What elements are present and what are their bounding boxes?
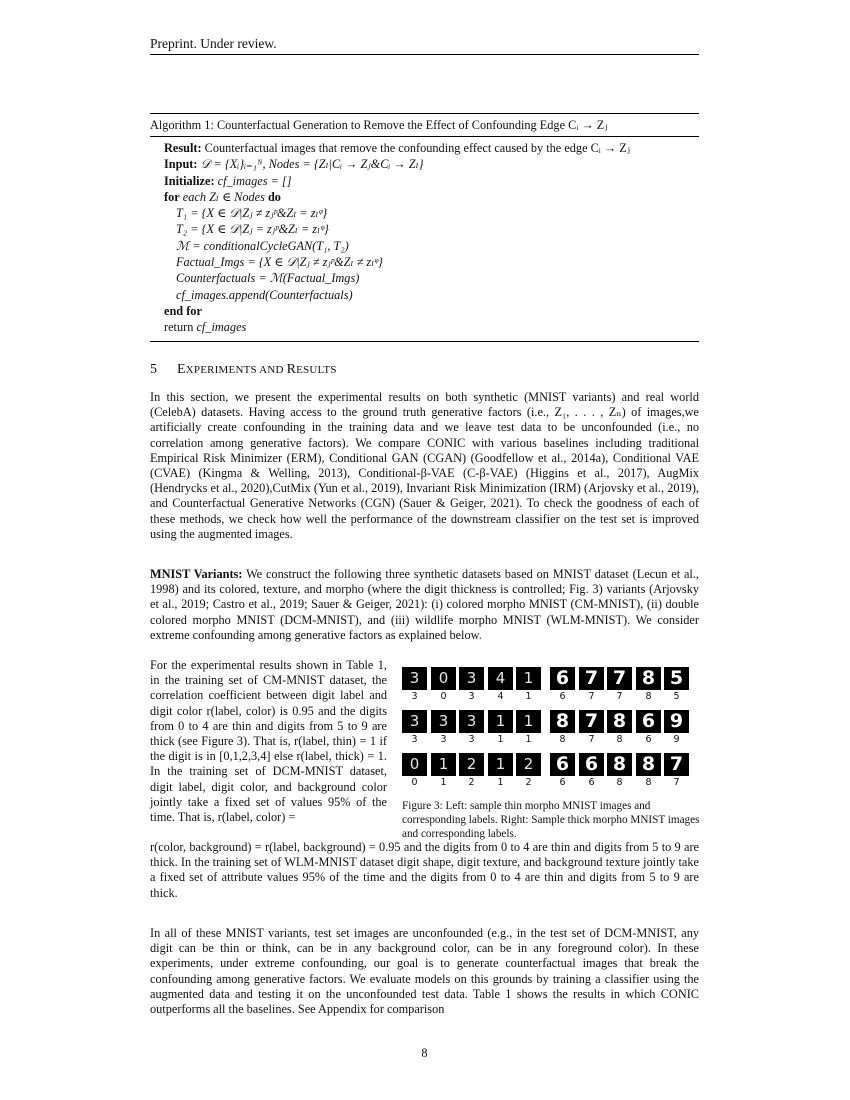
digit-label: 3	[468, 691, 475, 702]
algorithm-result-line	[164, 140, 699, 156]
paragraph-wrap-text: For the experimental results shown in Table 1, in the training set of CM-MNIST dataset, the correlation coefficient between digit label and digit color r(label, color) is 0.95 and the digits from 0 to 4 are thin and digits from 5 to 9 are thick (see Figure 3). That is, r(label, thin) = 1 if the digit is in [0,1,2,3,4] else r(label, thick) = 1. In the training set of DCM-MNIST dataset, digit label, digit color, and background color jointly take a fixed set of values 95% of the time. That is, r(label, color) =	[150, 658, 387, 825]
end-for-keyword: end for	[164, 303, 202, 318]
thick-digit-image: 9	[664, 710, 689, 733]
digit-label: 1	[497, 777, 504, 788]
section-title-part-1: XPERIMENTS AND	[185, 364, 287, 376]
algorithm-line-6: cf_images.append(Counterfactuals)	[176, 287, 353, 302]
thick-digit-image: 8	[636, 667, 661, 690]
algorithm-init-line	[164, 173, 699, 189]
thin-digit-image: 3	[459, 667, 484, 690]
thin-digit-image: 3	[459, 710, 484, 733]
thick-digit-image: 5	[664, 667, 689, 690]
thick-digit-image: 6	[550, 753, 575, 776]
algorithm-line-2: T₂ = {X ∈ 𝒟|Zⱼ = zⱼᵖ&Zₗ = zₗᵠ}	[176, 222, 329, 237]
digit-label: 3	[440, 734, 447, 745]
algorithm-line-3: ℳ = conditionalCycleGAN(T₁, T₂)	[176, 238, 349, 253]
digit-label: 3	[411, 691, 418, 702]
init-text: cf_images = []	[217, 173, 292, 188]
init-label: Initialize:	[164, 173, 215, 188]
digit-label: 7	[616, 691, 623, 702]
digit-label: 0	[440, 691, 447, 702]
thin-digit-image: 3	[431, 710, 456, 733]
input-label: Input:	[164, 157, 198, 172]
digit-label: 7	[588, 691, 595, 702]
digit-label: 0	[411, 777, 418, 788]
thin-digit-image: 0	[402, 753, 427, 776]
algorithm-line-4: Factual_Imgs = {X ∈ 𝒟|Zⱼ ≠ zⱼᵖ&Zₗ ≠ zₗᵠ}	[176, 255, 383, 270]
digit-label: 7	[588, 734, 595, 745]
for-text: each Zₗ ∈ Nodes	[182, 189, 265, 204]
section-number: 5	[150, 362, 158, 377]
section-title-cap-r: R	[286, 362, 297, 377]
algorithm-bottom-rule	[150, 341, 699, 342]
return-keyword: return	[164, 320, 194, 335]
digit-label: 6	[645, 734, 652, 745]
digit-label: 9	[673, 734, 680, 745]
running-header: Preprint. Under review.	[150, 36, 277, 51]
section-title-part-2: ESULTS	[296, 364, 337, 376]
section-title-cap-e: E	[177, 362, 186, 377]
algorithm-for-line	[164, 189, 699, 205]
digit-label: 1	[525, 691, 532, 702]
paper-page	[150, 0, 699, 1100]
page-number: 8	[421, 1046, 428, 1060]
paragraph-unconfounded: In all of these MNIST variants, test set images are unconfounded (e.g., in the test set of DCM-MNIST, any digit can be thin or think, can be in any background color, can be in any foreground color). In these experiments, under extreme confounding, our goal is to generate counterfactual images that break the confounding among generative factors. We evaluate models on this grounds by training a classifier using the augmented data and testing it on the unconfounded test data. Table 1 shows the results in which CONIC outperforms all the baselines. See Appendix for comparison	[150, 926, 699, 1017]
thin-digit-image: 2	[459, 753, 484, 776]
algorithm-line-5: Counterfactuals = ℳ(Factual_Imgs)	[176, 271, 360, 286]
digit-label: 6	[588, 777, 595, 788]
digit-label: 8	[645, 777, 652, 788]
digit-label: 3	[411, 734, 418, 745]
thin-digit-image: 1	[488, 710, 513, 733]
algorithm-input-line	[164, 156, 699, 172]
digit-label: 6	[559, 691, 566, 702]
paragraph-after-wrap: r(color, background) = r(label, background) = 0.95 and the digits from 0 to 4 are thin and digits from 5 to 9 are thick. In the training set of WLM-MNIST dataset digit shape, digit texture, and background texture jointly take a fixed set of attribute values 95% of the time and the digits from 0 to 4 are thin and digits from 5 to 9 are thick.	[150, 840, 699, 900]
digit-label: 4	[497, 691, 504, 702]
digit-label: 2	[525, 777, 532, 788]
thin-digit-image: 0	[431, 667, 456, 690]
result-label: Result:	[164, 141, 202, 155]
result-text: Counterfactual images that remove the confounding effect caused by the edge Cᵢ → Zⱼ	[204, 141, 631, 155]
thick-digit-image: 8	[636, 753, 661, 776]
thin-digit-image: 2	[516, 753, 541, 776]
input-text: 𝒟 = {Xᵢ}ᵢ₌₁ᴺ, Nodes = {Zₗ|Cᵢ → Zⱼ&Cᵢ → Zₗ}	[200, 157, 424, 172]
digit-label: 8	[559, 734, 566, 745]
digit-label: 2	[468, 777, 475, 788]
digit-label: 5	[673, 691, 680, 702]
figure-row-3	[402, 753, 702, 791]
algorithm-caption: Algorithm 1: Counterfactual Generation to Remove the Effect of Confounding Edge Cᵢ → Zⱼ	[150, 118, 608, 132]
section-heading	[150, 362, 337, 378]
digit-label: 1	[497, 734, 504, 745]
thin-digit-image: 1	[431, 753, 456, 776]
paragraph-mnist-heading: MNIST Variants:	[150, 567, 243, 581]
digit-label: 3	[468, 734, 475, 745]
algorithm-body	[150, 137, 699, 339]
thick-digit-image: 7	[579, 710, 604, 733]
thick-digit-image: 6	[550, 667, 575, 690]
thin-digit-image: 1	[516, 710, 541, 733]
paragraph-mnist-body: We construct the following three synthetic datasets based on MNIST dataset (Lecun et al., 1998) and its colored, texture, and morpho (where the digit thickness is controlled; Fig. 3) variants (Arjovsky et al., 2019; Castro et al., 2019; Sauer & Geiger, 2021): (i) colored morpho MNIST (CM-MNIST), (ii) double colored morpho MNIST (DCM-MNIST), and (iii) wildlife morpho MNIST (WLM-MNIST). We consider extreme confounding among generative factors as explained below.	[150, 567, 699, 642]
thin-digit-image: 1	[516, 667, 541, 690]
do-keyword: do	[267, 189, 281, 204]
return-text: cf_images	[196, 320, 247, 335]
thick-digit-image: 8	[607, 710, 632, 733]
for-keyword: for	[164, 189, 180, 204]
digit-label: 1	[525, 734, 532, 745]
thick-digit-image: 8	[550, 710, 575, 733]
digit-label: 8	[616, 777, 623, 788]
digit-label: 6	[559, 777, 566, 788]
thick-digit-image: 6	[636, 710, 661, 733]
algorithm-end-for	[164, 303, 699, 319]
algorithm-return-line	[164, 319, 699, 335]
thick-digit-image: 7	[579, 667, 604, 690]
header-rule	[150, 54, 699, 55]
thick-digit-image: 7	[664, 753, 689, 776]
thin-digit-image: 1	[488, 753, 513, 776]
algorithm-block	[150, 113, 699, 342]
thin-digit-image: 3	[402, 710, 427, 733]
figure-row-1	[402, 667, 702, 705]
algorithm-line-1: T₁ = {X ∈ 𝒟|Zⱼ ≠ zⱼᵖ&Zₗ = zₗᵠ}	[176, 206, 328, 221]
digit-label: 1	[440, 777, 447, 788]
thin-digit-image: 4	[488, 667, 513, 690]
digit-label: 8	[616, 734, 623, 745]
figure-row-2	[402, 710, 702, 748]
thick-digit-image: 8	[607, 753, 632, 776]
paragraph-mnist-variants	[150, 567, 699, 643]
digit-label: 8	[645, 691, 652, 702]
thin-digit-image: 3	[402, 667, 427, 690]
digit-label: 7	[673, 777, 680, 788]
thick-digit-image: 7	[607, 667, 632, 690]
paragraph-intro: In this section, we present the experimental results on both synthetic (MNIST variants) and real world (CelebA) datasets. Having access to the ground truth generative factors (i.e., Z₁, . . . , Zₙ) of images,we artificially create confounding in the training data and we leave test data to be unconfounded (i.e., no correlation among generative factors). We compare CONIC with various baselines including traditional Empirical Risk Minimizer (ERM), Conditional GAN (CGAN) (Goodfellow et al., 2014a), Conditional VAE (CVAE) (Kingma & Welling, 2013), Conditional-β-VAE (C-β-VAE) (Higgins et al., 2017), AugMix (Hendrycks et al., 2020),CutMix (Yun et al., 2019), Invariant Risk Minimization (IRM) (Arjovsky et al., 2019), and Counterfactual Generative Networks (CGN) (Sauer & Geiger, 2021). To check the goodness of each of these methods, we check how well the performance of the downstream classifier on the test set is improved using the augmented images.	[150, 390, 699, 541]
thick-digit-image: 6	[579, 753, 604, 776]
figure-caption: Figure 3: Left: sample thin morpho MNIST images and corresponding labels. Right: Sample thick morpho MNIST images and corresponding labels.	[402, 800, 700, 840]
